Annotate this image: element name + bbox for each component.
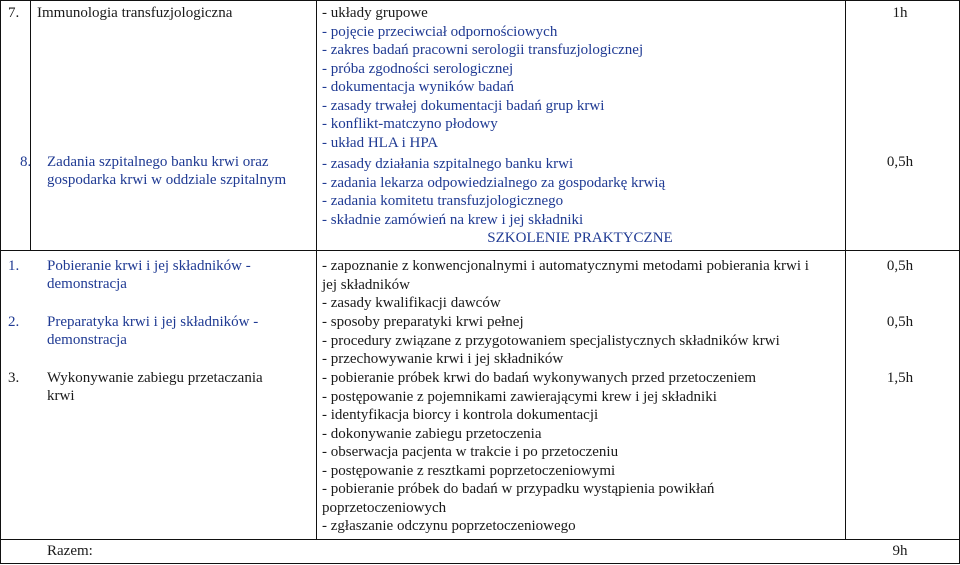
row-topic: demonstracja (47, 332, 127, 348)
section-heading: SZKOLENIE PRAKTYCZNE (487, 230, 673, 246)
list-item: - próba zgodności serologicznej (322, 60, 514, 77)
column-divider (30, 0, 31, 251)
column-divider (316, 0, 317, 540)
total-hours: 9h (892, 543, 908, 559)
list-item: - zgłaszanie odczynu poprzetoczeniowego (322, 518, 576, 534)
row-number: 2. (8, 314, 20, 330)
list-item: - układy grupowe (322, 5, 428, 21)
list-item: - pobieranie próbek krwi do badań wykonywanych przed przetoczeniem (322, 370, 756, 386)
row-hours: 0,5h (886, 314, 914, 330)
list-item: - pojęcie przeciwciał odpornościowych (322, 23, 558, 40)
row-topic: Zadania szpitalnego banku krwi oraz (47, 154, 269, 170)
row-hours: 1,5h (886, 370, 914, 386)
list-item: - postępowanie z resztkami poprzetoczeniowymi (322, 462, 616, 479)
row-items (322, 313, 842, 369)
list-item: - dokonywanie zabiegu przetoczenia (322, 425, 542, 442)
row-number: 3. (8, 370, 20, 386)
list-item: - zasady kwalifikacji dawców (322, 295, 501, 311)
row-hours: 0,5h (886, 258, 914, 274)
list-item: - obserwacja pacjenta w trakcie i po przetoczeniu (322, 444, 619, 460)
column-divider (0, 0, 1, 564)
row-topic: demonstracja (47, 276, 127, 292)
row-divider (0, 539, 960, 540)
row-topic: Immunologia transfuzjologiczna (37, 5, 233, 21)
list-item: - składnie zamówień na krew i jej składniki (322, 211, 584, 228)
list-item: - zakres badań pracowni serologii transfuzjologicznej (322, 42, 644, 58)
list-item: - postępowanie z pojemnikami zawierającymi krew i jej składniki (322, 388, 717, 405)
table-border-bottom (0, 563, 960, 564)
row-topic: Pobieranie krwi i jej składników - (47, 258, 251, 274)
list-item: - zapoznanie z konwencjonalnymi i automatycznymi metodami pobierania krwi i (322, 258, 809, 274)
row-hours: 0,5h (886, 154, 914, 170)
list-item: - konflikt-matczyno płodowy (322, 116, 498, 132)
table-border-top (0, 0, 960, 1)
list-item: - przechowywanie krwi i jej składników (322, 351, 564, 367)
row-topic: gospodarka krwi w oddziale szpitalnym (47, 172, 287, 188)
row-number: 1. (8, 258, 20, 274)
list-item: - dokumentacja wyników badań (322, 79, 515, 95)
list-item: - zadania lekarza odpowiedzialnego za gospodarkę krwią (322, 174, 666, 191)
list-item: - zasady działania szpitalnego banku krwi (322, 156, 574, 172)
list-item: - zadania komitetu transfuzjologicznego (322, 193, 564, 209)
row-items (322, 155, 842, 229)
row-topic: Wykonywanie zabiegu przetaczania (47, 370, 263, 386)
list-item: - procedury związane z przygotowaniem specjalistycznych składników krwi (322, 332, 780, 349)
row-items (322, 257, 842, 313)
list-item: - sposoby preparatyki krwi pełnej (322, 314, 524, 330)
row-divider (0, 250, 960, 251)
row-hours: 1h (892, 5, 908, 21)
list-item: poprzetoczeniowych (322, 499, 447, 516)
list-item: - pobieranie próbek do badań w przypadku wystąpienia powikłań (322, 481, 715, 497)
row-items (322, 4, 842, 152)
row-number: 8. (20, 154, 32, 170)
row-topic: Preparatyka krwi i jej składników - (47, 314, 259, 330)
list-item: jej składników (322, 276, 410, 293)
list-item: - zasady trwałej dokumentacji badań grup krwi (322, 97, 605, 114)
list-item: - układ HLA i HPA (322, 134, 439, 151)
row-topic: krwi (47, 388, 75, 404)
total-label: Razem: (47, 543, 93, 559)
list-item: - identyfikacja biorcy i kontrola dokumentacji (322, 407, 599, 423)
row-number: 7. (8, 5, 20, 21)
row-items (322, 369, 842, 536)
